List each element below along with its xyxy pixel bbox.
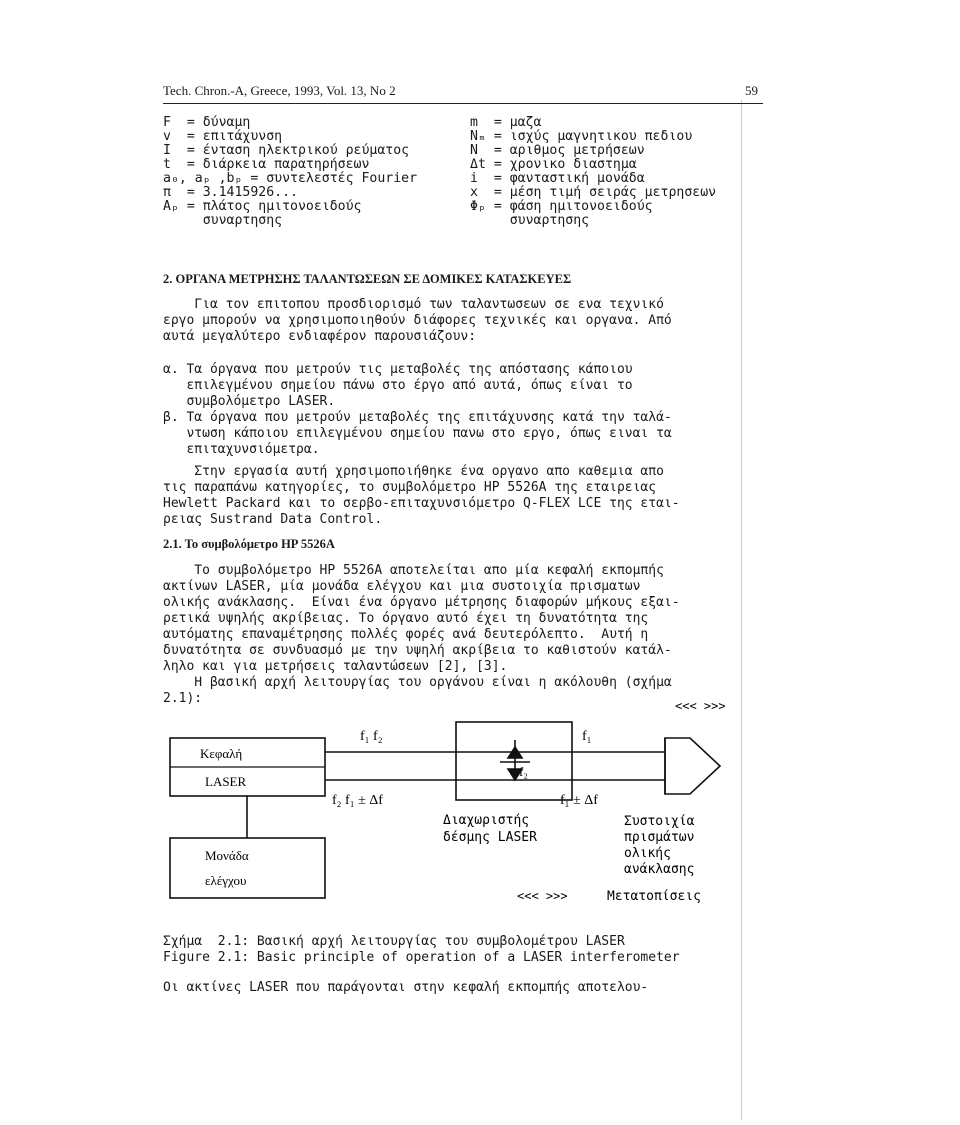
- list-item-a: [163, 362, 633, 410]
- splitter-caption-1: Διαχωριστής: [443, 813, 530, 828]
- beam-top-label: f₁ f₂: [360, 729, 383, 744]
- text-line: συμβολόμετρο LASER.: [163, 394, 336, 409]
- caption-greek: Σχήμα 2.1: Βασική αρχή λειτουργίας του συμβολομέτρου LASER: [163, 934, 625, 949]
- text-line: ρετικά υψηλής ακρίβειας. Το όργανο αυτό έχει τη δυνατότητα της: [163, 611, 649, 626]
- symbol-line: F = δύναμη: [163, 115, 251, 130]
- section-2-1-heading: 2.1. Το συμβολόμετρο HP 5526A: [163, 537, 335, 551]
- laser-head-label-2: LASER: [205, 774, 247, 789]
- symbol-line: Δt = χρονικο διαστημα: [470, 157, 637, 172]
- text-line: Για τον επιτοπου προσδιορισμό των ταλαντωσεων σε ενα τεχνικό: [163, 297, 664, 312]
- figure-caption: [163, 934, 680, 966]
- beam-bottom-label: f₂ f₁ ± Δf: [332, 793, 383, 808]
- control-unit-label-2: ελέγχου: [205, 873, 247, 888]
- text-line: επιταχυνσιόμετρα.: [163, 442, 320, 457]
- symbol-line: i = φανταστική μονάδα: [470, 171, 645, 186]
- header-rule: [163, 103, 763, 104]
- right-bottom-label: f₁ ± Δf: [560, 793, 598, 808]
- displacement-label: Μετατοπίσεις: [607, 889, 701, 904]
- symbol-line: x = μέση τιμή σειράς μετρησεων: [470, 185, 717, 200]
- prism-array: [665, 738, 720, 794]
- caption-english: Figure 2.1: Basic principle of operation of a LASER interferometer: [163, 950, 680, 965]
- control-unit-box: [170, 838, 325, 898]
- symbol-list-left: [163, 116, 417, 228]
- symbol-line: t = διάρκεια παρατηρήσεων: [163, 157, 370, 172]
- prism-caption-2: πρισμάτων: [624, 830, 695, 845]
- symbol-line: a₀, aₚ ,bₚ = συντελεστές Fourier: [163, 171, 418, 186]
- control-unit-label-1: Μονάδα: [205, 848, 249, 863]
- text-line: α. Τα όργανα που μετρούν τις μεταβολές της απόστασης κάποιου: [163, 362, 633, 377]
- running-header: Tech. Chron.-A, Greece, 1993, Vol. 13, No 2: [163, 83, 396, 98]
- symbol-line: v = επιτάχυνση: [163, 129, 283, 144]
- figure-2-1-diagram: [160, 700, 760, 915]
- beam-splitter-box: [456, 722, 572, 800]
- prism-caption-3: ολικής: [624, 846, 671, 861]
- symbol-line: συναρτησης: [163, 213, 283, 228]
- text-line: ολικής ανάκλασης. Είναι ένα όργανο μέτρησης διαφορών μήκους εξαι-: [163, 595, 680, 610]
- symbol-line: m = μαζα: [470, 115, 542, 130]
- text-line: δυνατότητα σε συνδυασμό με την υψηλή ακρίβεια το καθιστούν κατάλ-: [163, 643, 672, 658]
- symbol-line: Nₘ = ισχύς μαγνητικου πεδιου: [470, 129, 693, 144]
- symbol-line: N = αριθμος μετρήσεων: [470, 143, 645, 158]
- prism-caption-1: Συστοιχία: [624, 814, 695, 829]
- list-item-b: [163, 410, 672, 458]
- symbol-line: Aₚ = πλάτος ημιτονοειδούς: [163, 199, 362, 214]
- text-line: ληλο και για μετρήσεις ταλαντώσεων [2], [3].: [163, 659, 508, 674]
- text-line: Η βασική αρχή λειτουργίας του οργάνου είναι η ακόλουθη (σχήμα: [163, 675, 672, 690]
- text-line: β. Τα όργανα που μετρούν μεταβολές της επιτάχυνσης κατά την ταλά-: [163, 410, 672, 425]
- text-line: εργο μπορούν να χρησιμοποιηθούν διάφορες τεχνικές και οργανα. Από: [163, 313, 672, 328]
- symbol-line: π = 3.1415926...: [163, 185, 298, 200]
- right-top-label: f₁: [582, 729, 592, 744]
- text-line: ρειας Sustrand Data Control.: [163, 512, 383, 527]
- splitter-f2-label: f₂: [519, 764, 528, 779]
- text-line: αυτά μεγαλύτερο ενδιαφέρον παρουσιάζουν:: [163, 329, 477, 344]
- section-2-paragraph: [163, 464, 680, 528]
- text-line: ακτίνων LASER, μία μονάδα ελέγχου και μια συστοιχία πρισματων: [163, 579, 641, 594]
- text-line: Το συμβολόμετρο HP 5526A αποτελείται απο μία κεφαλή εκπομπής: [163, 563, 664, 578]
- displacement-arrows-top: <<< >>>: [675, 700, 726, 713]
- laser-head-label-1: Κεφαλή: [200, 746, 243, 761]
- symbol-line: Φₚ = φάση ημιτονοειδούς: [470, 199, 653, 214]
- text-line: Hewlett Packard και το σερβο-επιταχυνσιόμετρο Q-FLEX LCE της εται-: [163, 496, 680, 511]
- section-2-heading: 2. ΟΡΓΑΝΑ ΜΕΤΡΗΣΗΣ ΤΑΛΑΝΤΩΣΕΩΝ ΣΕ ΔΟΜΙΚΕΣ ΚΑΤΑΣΚΕΥΕΣ: [163, 272, 572, 286]
- text-line: επιλεγμένου σημείου πάνω στο έργο από αυτά, όπως είναι το: [163, 378, 633, 393]
- prism-caption-4: ανάκλασης: [624, 862, 695, 877]
- text-line: 2.1):: [163, 691, 203, 706]
- symbol-line: I = ένταση ηλεκτρικού ρεύματος: [163, 143, 410, 158]
- displacement-arrows-bottom: <<< >>>: [517, 889, 568, 903]
- section-2-1-paragraph: [163, 563, 680, 707]
- section-2-intro: [163, 297, 672, 345]
- text-line: αυτόματης επαναμέτρησης πολλές φορές ανά δευτερόλεπτο. Αυτή η: [163, 627, 649, 642]
- symbol-line: συναρτησης: [470, 213, 590, 228]
- text-line: ντωση κάποιου επιλεγμένου σημείου πανω στο εργο, όπως ειναι τα: [163, 426, 672, 441]
- trailing-paragraph-line: Οι ακτίνες LASER που παράγονται στην κεφαλή εκπομπής αποτελου-: [163, 980, 649, 995]
- symbol-list-right: [470, 116, 716, 228]
- text-line: τις παραπάνω κατηγορίες, το συμβολόμετρο HP 5526A της εταιρειας: [163, 480, 657, 495]
- page-number: 59: [745, 83, 758, 98]
- splitter-caption-2: δέσμης LASER: [443, 830, 537, 845]
- text-line: Στην εργασία αυτή χρησιμοποιήθηκε ένα οργανο απο καθεμια απο: [163, 464, 664, 479]
- scan-edge-line: [741, 100, 742, 1120]
